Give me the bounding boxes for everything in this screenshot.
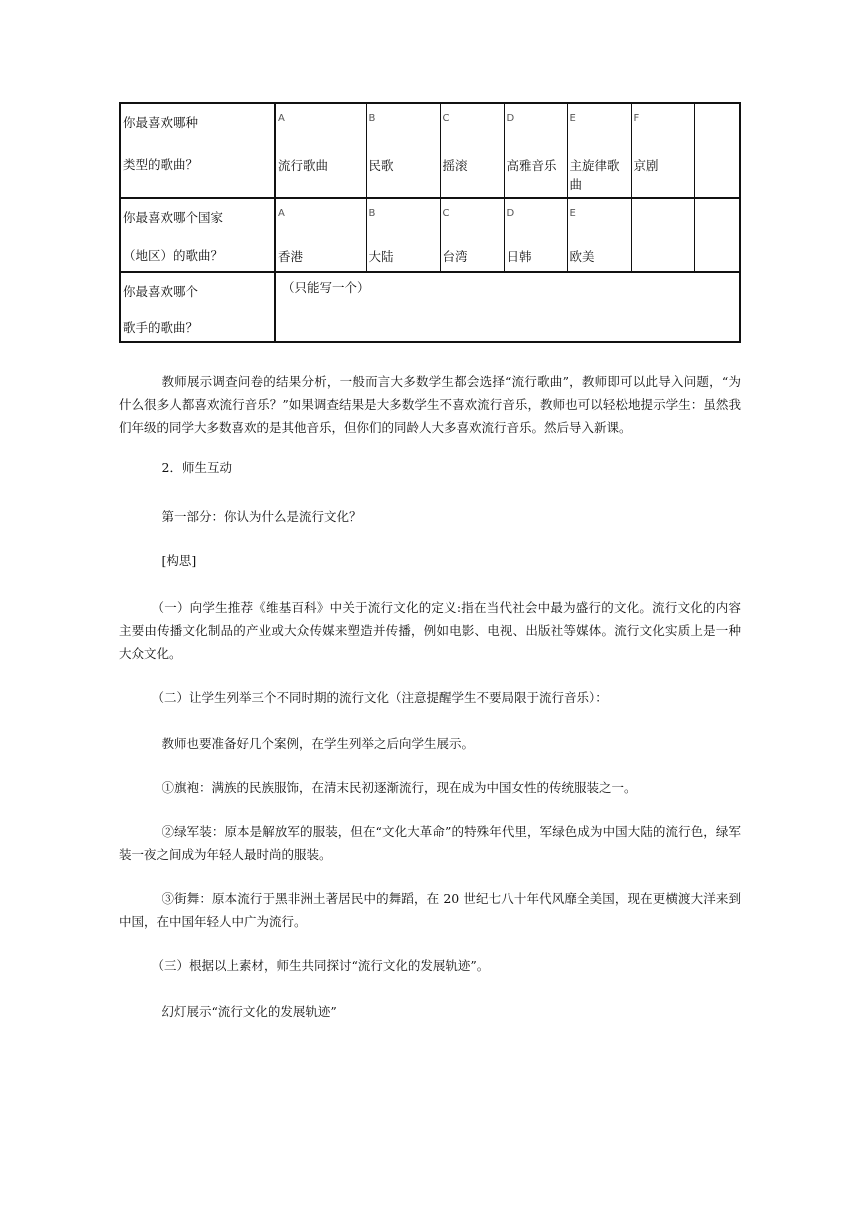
paragraph: 幻灯展示“流行文化的发展轨迹” (161, 1004, 337, 1019)
empty-cell (694, 103, 740, 198)
option-cell (567, 103, 631, 198)
option-letter: E (569, 208, 576, 220)
option-letter: C (442, 208, 450, 220)
question-line: 歌手的歌曲？ (123, 319, 199, 335)
option-letter: F (633, 113, 640, 124)
option-cell (275, 198, 366, 271)
option-cell (567, 198, 631, 271)
paragraph: 第一部分：你认为什么是流行文化？ (161, 509, 362, 524)
option-text: 主旋律歌曲 (569, 158, 620, 193)
option-letter: B (368, 113, 376, 124)
question-line: （地区）的歌曲？ (123, 248, 224, 264)
option-text: 流行歌曲 (278, 158, 329, 173)
survey-row-region (120, 198, 740, 271)
section-heading: 2．师生互动 (161, 460, 232, 475)
option-letter: B (368, 208, 376, 220)
option-cell (504, 198, 567, 271)
option-text: 民歌 (368, 158, 394, 173)
option-letter: A (278, 208, 285, 220)
paragraph: （一）向学生推荐《维基百科》中关于流行文化的定义:指在当代社会中最为盛行的文化。流行文化的内容主要由传播文化制品的产业或大众传媒来塑造并传播，例如电影、电视、出版社等媒体。流行文化实质上是一种大众文化。 (119, 600, 741, 661)
option-text: 京剧 (633, 158, 659, 173)
paragraph: 教师也要准备好几个案例，在学生列举之后向学生展示。 (161, 736, 475, 751)
option-cell (366, 103, 440, 198)
option-text: 日韩 (506, 249, 532, 265)
option-letter: E (569, 113, 576, 124)
option-text: 大陆 (368, 249, 394, 265)
question-cell (120, 198, 275, 271)
option-text: 高雅音乐 (506, 158, 557, 173)
option-letter: C (442, 113, 450, 124)
option-cell (440, 103, 504, 198)
question-cell (120, 103, 275, 198)
paragraph: （二）让学生列举三个不同时期的流行文化（注意提醒学生不要局限于流行音乐）： (151, 690, 608, 705)
option-text: 摇滚 (442, 158, 468, 173)
option-letter: A (278, 113, 285, 124)
answer-cell (275, 272, 740, 342)
option-text: 欧美 (569, 249, 595, 265)
paragraph: [构思] (161, 553, 197, 568)
option-cell (631, 103, 694, 198)
question-cell (120, 272, 275, 342)
paragraph: （三）根据以上素材，师生共同探讨“流行文化的发展轨迹”。 (151, 958, 490, 973)
empty-cell (631, 198, 694, 271)
option-letter: D (506, 208, 515, 220)
paragraph: ②绿军装：原本是解放军的服装，但在“文化大革命”的特殊年代里，军绿色成为中国大陆的流行色，绿军装一夜之间成为年轻人最时尚的服装。 (119, 824, 741, 862)
paragraph: ③街舞：原本流行于黑非洲土著居民中的舞蹈，在 20 世纪七八十年代风靡全美国，现在更横渡大洋来到中国，在中国年轻人中广为流行。 (119, 891, 741, 929)
survey-row-song-type (120, 103, 740, 198)
option-text: 台湾 (442, 249, 468, 265)
option-cell (275, 103, 366, 198)
paragraph-intro: 教师展示调查问卷的结果分析，一般而言大多数学生都会选择“流行歌曲”，教师即可以此导入问题，“为什么很多人都喜欢流行音乐？”如果调查结果是大多数学生不喜欢流行音乐，教师也可以轻松地提示学生：虽然我们年级的同学大多数喜欢的是其他音乐，但你们的同龄人大多喜欢流行音乐。然后导入新课。 (119, 374, 741, 435)
option-text: 香港 (278, 249, 304, 265)
paragraph: ①旗袍：满族的民族服饰，在清末民初逐渐流行，现在成为中国女性的传统服装之一。 (161, 780, 637, 795)
option-letter: D (506, 113, 515, 124)
survey-row-singer (120, 272, 740, 342)
answer-note: （只能写一个） (282, 279, 370, 295)
option-cell (440, 198, 504, 271)
option-cell (366, 198, 440, 271)
empty-cell (694, 198, 740, 271)
option-cell (504, 103, 567, 198)
question-line: 你最喜欢哪个 (123, 283, 199, 299)
survey-table (119, 102, 741, 343)
question-line: 你最喜欢哪个国家 (123, 210, 224, 226)
question-line: 你最喜欢哪种 (123, 115, 199, 130)
question-line: 类型的歌曲？ (123, 157, 199, 172)
